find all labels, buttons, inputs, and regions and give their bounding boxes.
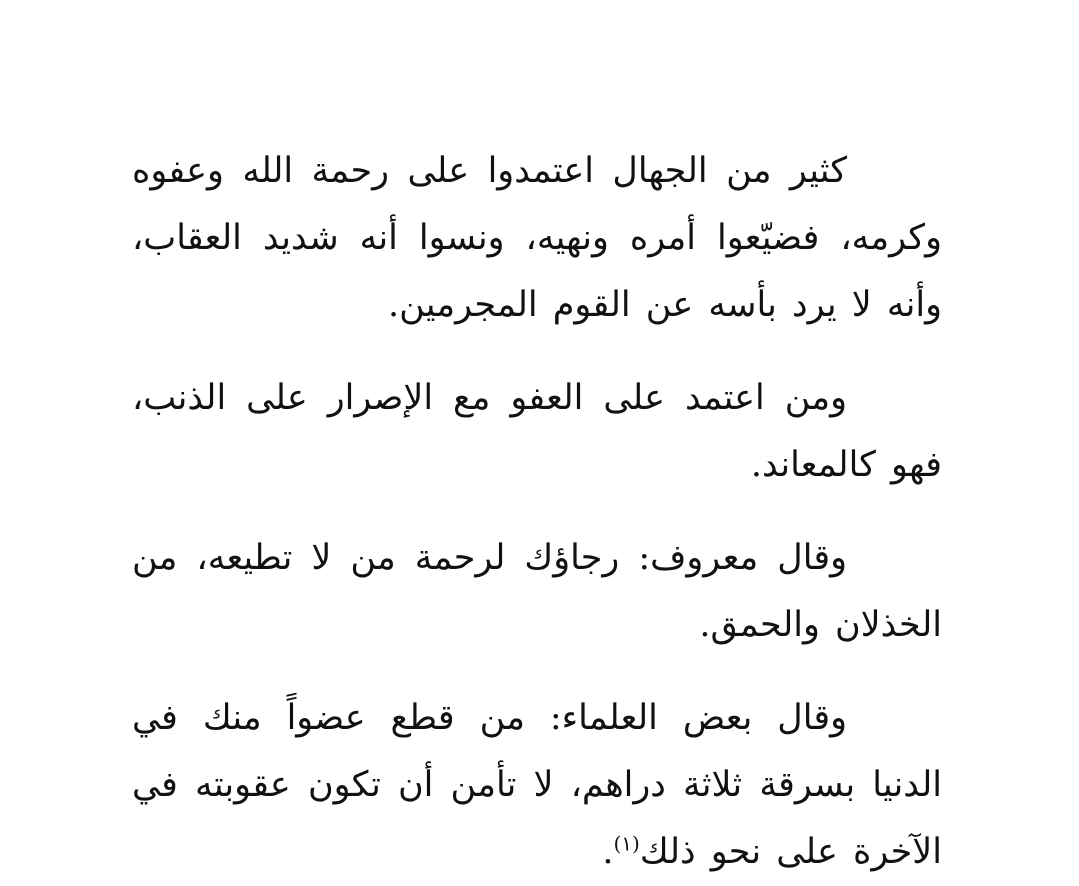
paragraph-3 xyxy=(132,525,942,659)
paragraph-1 xyxy=(132,138,942,339)
paragraph-2-text: ومن اعتمد على العفو مع الإصرار على الذنب، فهو كالمعاند. xyxy=(132,378,942,485)
document-page xyxy=(132,138,942,886)
paragraph-1-text: كثير من الجهال اعتمدوا على رحمة الله وعفوه وكرمه، فضيّعوا أمره ونهيه، ونسوا أنه شديد العقاب، وأنه لا يرد بأسه عن القوم المجرمين. xyxy=(132,151,942,325)
paragraph-3-text: وقال معروف: رجاؤك لرحمة من لا تطيعه، من الخذلان والحمق. xyxy=(132,538,942,645)
footnote-reference[interactable]: (١) xyxy=(613,831,640,856)
paragraph-4-end-punct: . xyxy=(602,832,614,872)
paragraph-4 xyxy=(132,685,942,886)
paragraph-4-text: وقال بعض العلماء: من قطع عضواً منك في الدنيا بسرقة ثلاثة دراهم، لا تأمن أن تكون عقوبته في الآخرة على نحو ذلك xyxy=(132,698,942,872)
paragraph-2 xyxy=(132,365,942,499)
